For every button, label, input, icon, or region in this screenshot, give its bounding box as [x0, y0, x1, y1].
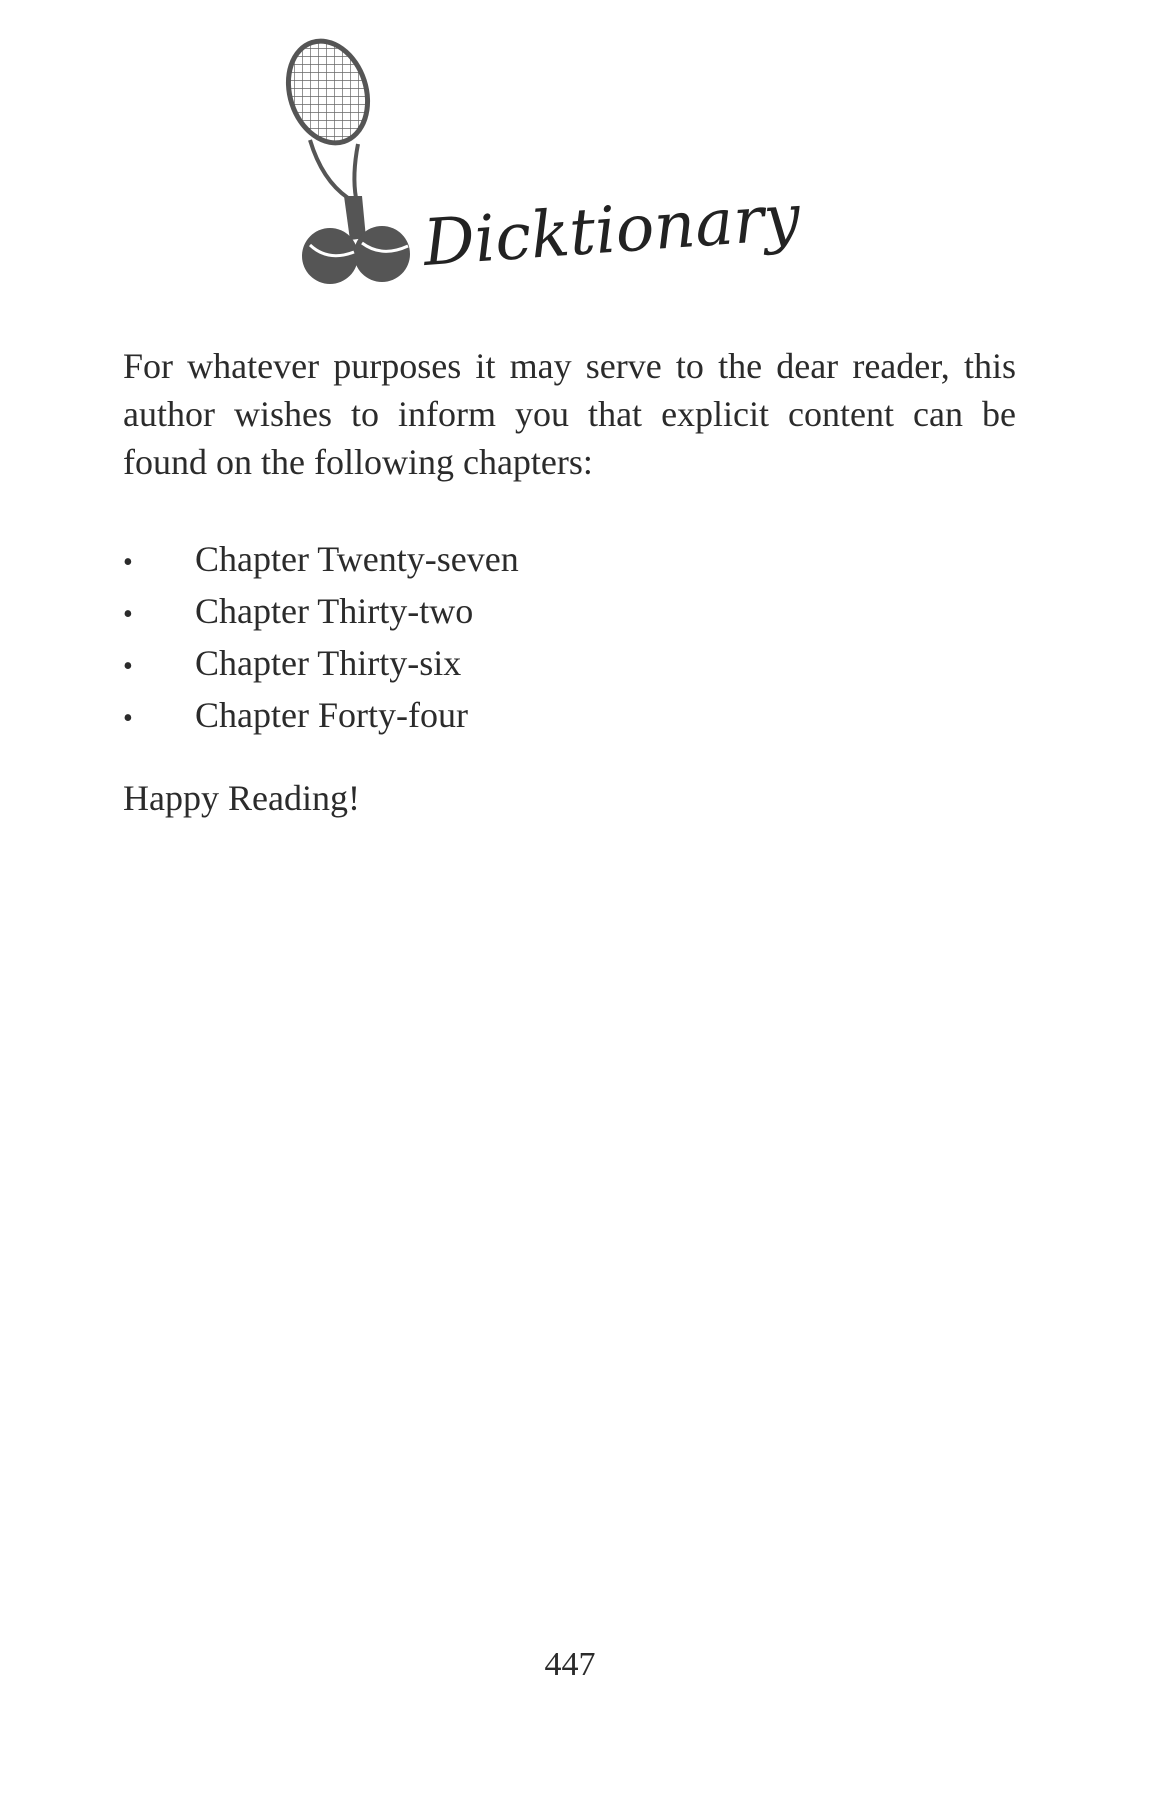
bullet-icon: •	[123, 547, 133, 578]
list-item	[123, 691, 519, 743]
chapter-title: Dicktionary	[420, 180, 803, 281]
chapter-header	[270, 40, 803, 320]
closing-line: Happy Reading!	[123, 778, 360, 818]
bullet-icon: •	[123, 599, 133, 630]
list-item	[123, 535, 519, 587]
chapter-label: Chapter Thirty-six	[195, 643, 462, 683]
page-number: 447	[544, 1646, 596, 1683]
tennis-racket-balls-icon	[270, 40, 803, 320]
chapter-label: Chapter Twenty-seven	[195, 539, 519, 579]
chapter-label: Chapter Forty-four	[195, 695, 468, 735]
bullet-icon: •	[123, 651, 133, 682]
bullet-icon: •	[123, 703, 133, 734]
intro-paragraph: For whatever purposes it may serve to the dear reader, this author wishes to inform you that explicit content can be found on the following chapters:	[123, 346, 1016, 482]
chapter-label: Chapter Thirty-two	[195, 591, 474, 631]
chapter-list	[123, 535, 519, 743]
list-item	[123, 639, 519, 691]
list-item	[123, 587, 519, 639]
